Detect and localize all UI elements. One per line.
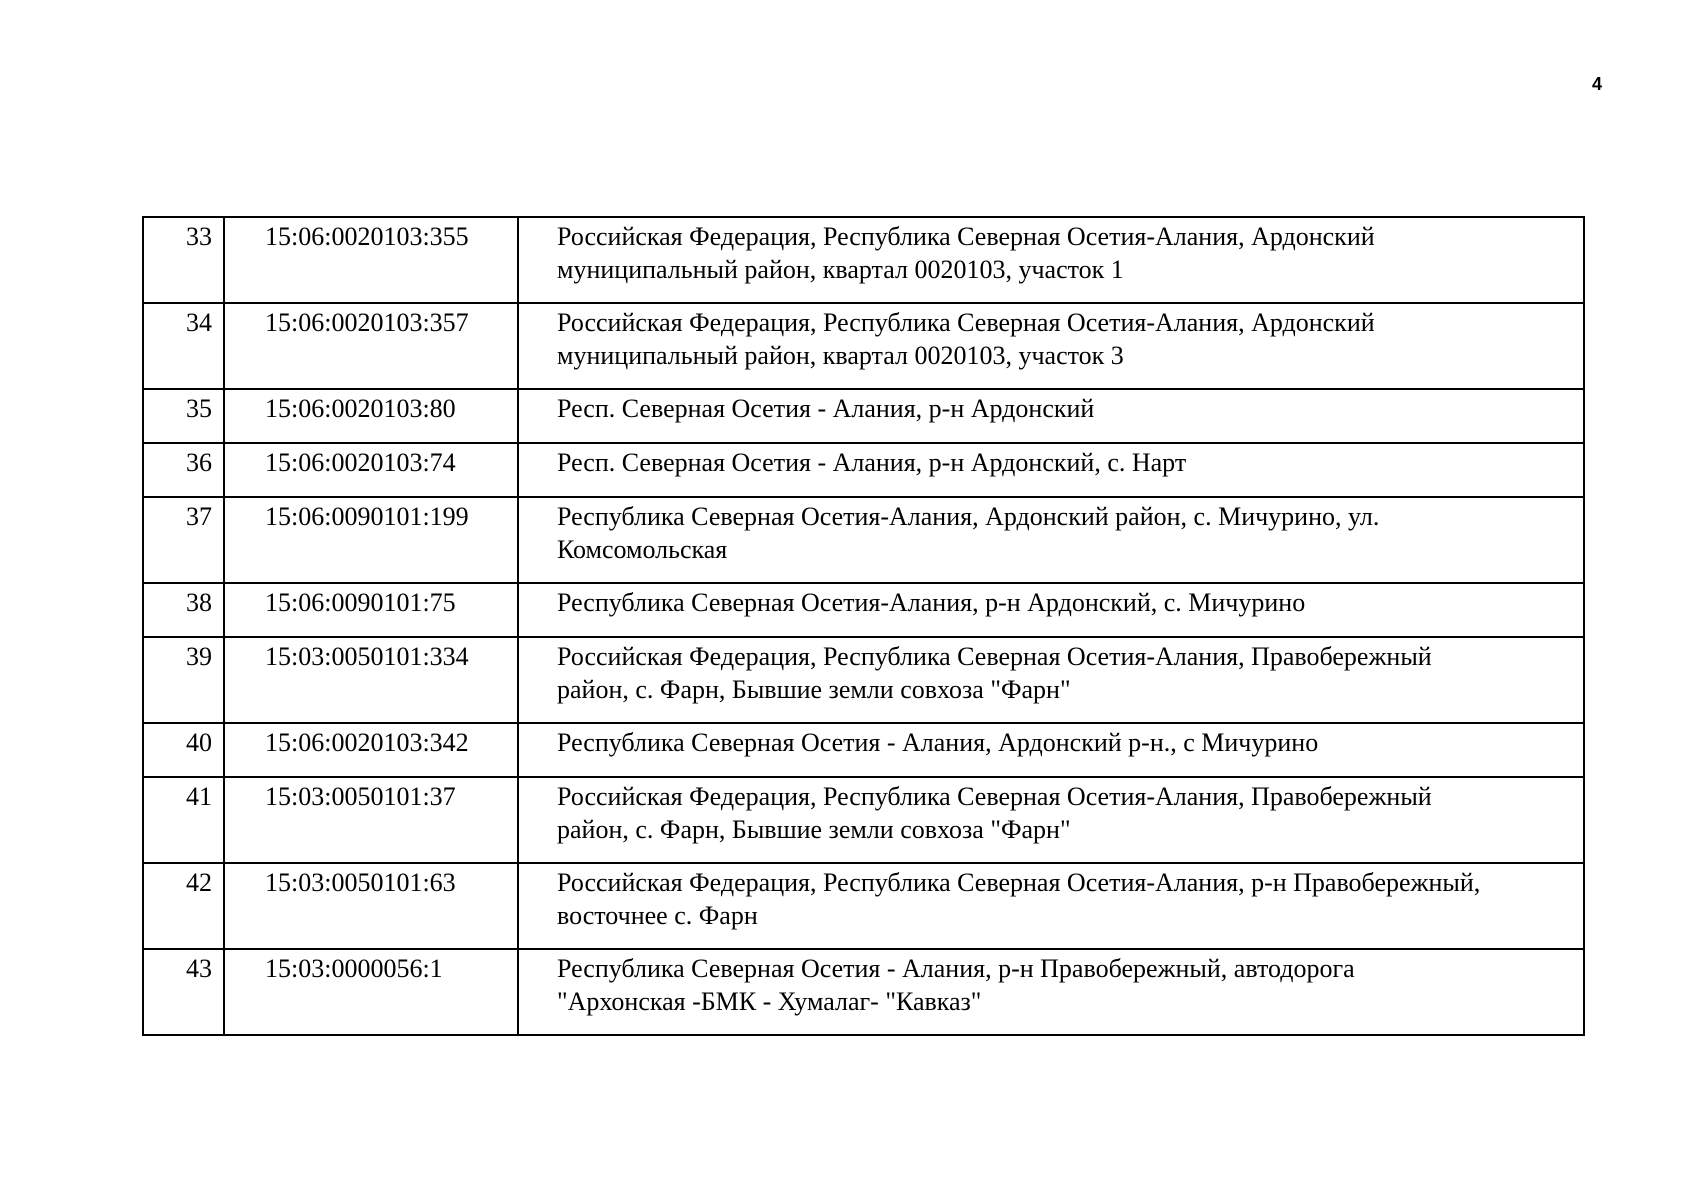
cadastral-number: 15:03:0050101:63 xyxy=(224,863,518,949)
cadastral-number: 15:03:0050101:334 xyxy=(224,637,518,723)
row-number: 42 xyxy=(143,863,224,949)
table-row xyxy=(143,863,1584,949)
cadastral-number: 15:06:0020103:74 xyxy=(224,443,518,497)
row-number: 33 xyxy=(143,217,224,303)
cadastral-number: 15:06:0090101:199 xyxy=(224,497,518,583)
address: Респ. Северная Осетия - Алания, р-н Ардонский xyxy=(518,389,1584,443)
page-number: 4 xyxy=(1591,74,1602,94)
cadastral-number: 15:06:0020103:80 xyxy=(224,389,518,443)
cadastral-number: 15:06:0020103:355 xyxy=(224,217,518,303)
row-number: 41 xyxy=(143,777,224,863)
table-row xyxy=(143,777,1584,863)
parcels-table xyxy=(142,216,1585,1036)
row-number: 34 xyxy=(143,303,224,389)
address: Российская Федерация, Республика Северная Осетия-Алания, Правобережный район, с. Фарн, Бывшие земли совхоза "Фарн" xyxy=(518,637,1584,723)
table-row xyxy=(143,583,1584,637)
table-row xyxy=(143,949,1584,1035)
table-row xyxy=(143,497,1584,583)
address: Российская Федерация, Республика Северная Осетия-Алания, Правобережный район, с. Фарн, Бывшие земли совхоза "Фарн" xyxy=(518,777,1584,863)
cadastral-number: 15:03:0050101:37 xyxy=(224,777,518,863)
table-row xyxy=(143,303,1584,389)
table-row xyxy=(143,723,1584,777)
address: Республика Северная Осетия - Алания, Ардонский р-н., с Мичурино xyxy=(518,723,1584,777)
address: Российская Федерация, Республика Северная Осетия-Алания, Ардонский муниципальный район, квартал 0020103, участок 1 xyxy=(518,217,1584,303)
cadastral-number: 15:06:0020103:342 xyxy=(224,723,518,777)
address: Респ. Северная Осетия - Алания, р-н Ардонский, с. Нарт xyxy=(518,443,1584,497)
cadastral-number: 15:03:0000056:1 xyxy=(224,949,518,1035)
table-row xyxy=(143,217,1584,303)
table-row xyxy=(143,389,1584,443)
address: Республика Северная Осетия - Алания, р-н Правобережный, автодорога "Архонская -БМК - Хумалаг- "Кавказ" xyxy=(518,949,1584,1035)
row-number: 35 xyxy=(143,389,224,443)
row-number: 36 xyxy=(143,443,224,497)
address: Республика Северная Осетия-Алания, Ардонский район, с. Мичурино, ул. Комсомольская xyxy=(518,497,1584,583)
table-row xyxy=(143,443,1584,497)
cadastral-number: 15:06:0020103:357 xyxy=(224,303,518,389)
row-number: 37 xyxy=(143,497,224,583)
address: Республика Северная Осетия-Алания, р-н Ардонский, с. Мичурино xyxy=(518,583,1584,637)
cadastral-number: 15:06:0090101:75 xyxy=(224,583,518,637)
table-row xyxy=(143,637,1584,723)
address: Российская Федерация, Республика Северная Осетия-Алания, Ардонский муниципальный район, квартал 0020103, участок 3 xyxy=(518,303,1584,389)
row-number: 40 xyxy=(143,723,224,777)
row-number: 39 xyxy=(143,637,224,723)
row-number: 38 xyxy=(143,583,224,637)
address: Российская Федерация, Республика Северная Осетия-Алания, р-н Правобережный, восточнее с. Фарн xyxy=(518,863,1584,949)
row-number: 43 xyxy=(143,949,224,1035)
